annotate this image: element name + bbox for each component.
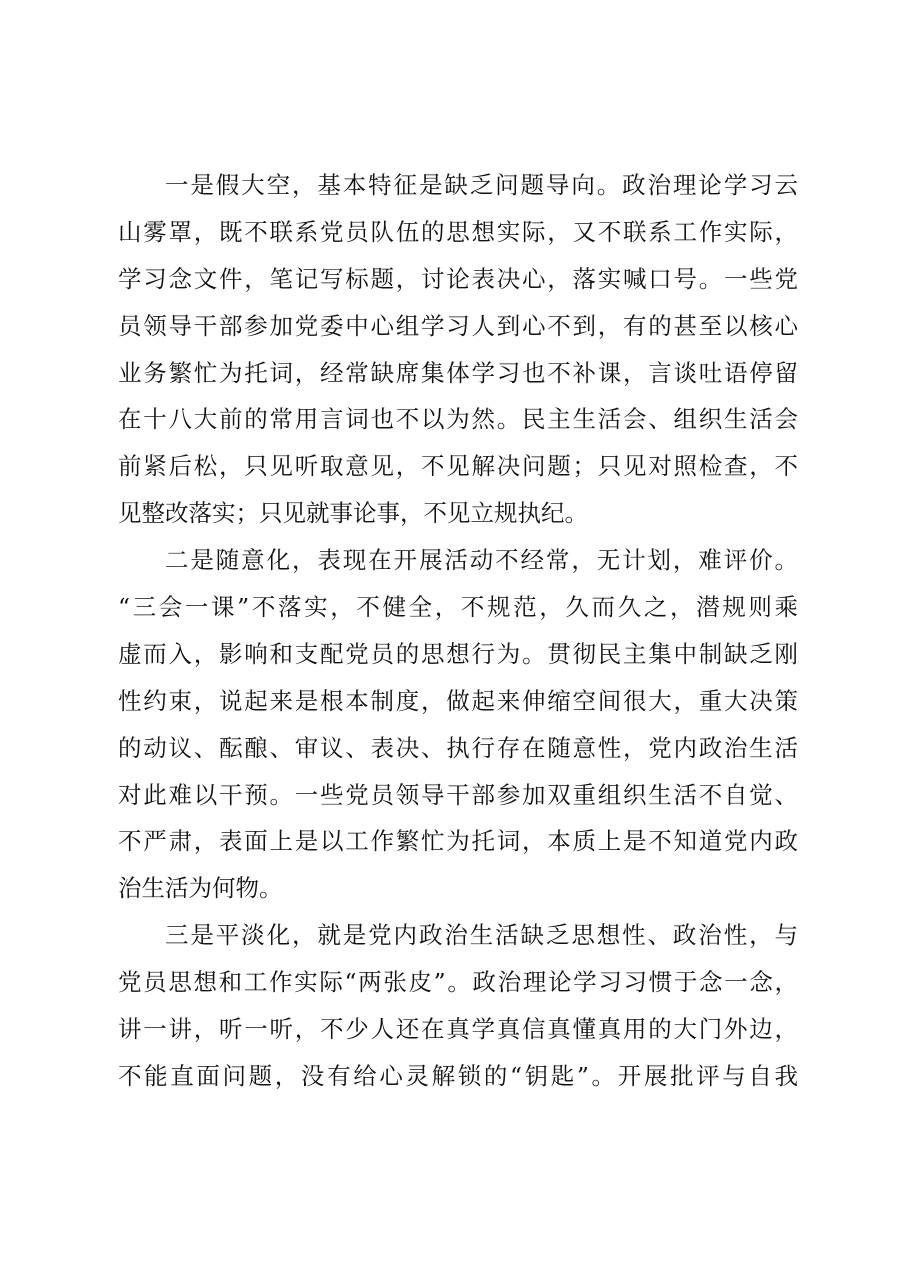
paragraph-3 <box>118 912 798 1100</box>
paragraph-line: 前紧后松，只见听取意见，不见解决问题；只见对照检查，不 <box>118 452 798 481</box>
paragraph-2 <box>118 537 798 912</box>
paragraph-line: 山雾罩，既不联系党员队伍的思想实际，又不联系工作实际， <box>118 217 798 246</box>
paragraph-line: 三是平淡化，就是党内政治生活缺乏思想性、政治性，与 <box>165 921 798 950</box>
paragraph-line: 见整改落实；只见就事论事，不见立规执纪。 <box>118 499 588 528</box>
paragraph-line: 不能直面问题，没有给心灵解锁的“钥匙”。开展批评与自我 <box>118 1061 798 1090</box>
paragraph-1 <box>118 162 798 537</box>
paragraph-line: 对此难以干预。一些党员领导干部参加双重组织生活不自觉、 <box>118 780 798 809</box>
paragraph-line: 学习念文件，笔记写标题，讨论表决心，落实喊口号。一些党 <box>118 264 798 293</box>
paragraph-line: 讲一讲，听一听，不少人还在真学真信真懂真用的大门外边， <box>118 1015 798 1044</box>
paragraph-line: 业务繁忙为托词，经常缺席集体学习也不补课，言谈吐语停留 <box>118 358 798 387</box>
paragraph-line: 不严肃，表面上是以工作繁忙为托词，本质上是不知道党内政 <box>118 827 798 856</box>
paragraph-line: 二是随意化，表现在开展活动不经常，无计划，难评价。 <box>165 546 798 575</box>
paragraph-line: 治生活为何物。 <box>118 874 283 903</box>
paragraph-line: 党员思想和工作实际“两张皮”。政治理论学习习惯于念一念， <box>118 968 798 997</box>
paragraph-line: 的动议、酝酿、审议、表决、执行存在随意性，党内政治生活 <box>118 733 798 762</box>
paragraph-line: 员领导干部参加党委中心组学习人到心不到，有的甚至以核心 <box>118 311 798 340</box>
paragraph-line: 虚而入，影响和支配党员的思想行为。贯彻民主集中制缺乏刚 <box>118 639 798 668</box>
paragraph-line: 性约束，说起来是根本制度，做起来伸缩空间很大，重大决策 <box>118 686 798 715</box>
paragraph-line: 一是假大空，基本特征是缺乏问题导向。政治理论学习云 <box>165 171 798 199</box>
paragraph-line: 在十八大前的常用言词也不以为然。民主生活会、组织生活会 <box>118 405 798 434</box>
document-body <box>118 162 798 1100</box>
paragraph-line: “三会一课”不落实，不健全，不规范，久而久之，潜规则乘 <box>118 593 798 622</box>
